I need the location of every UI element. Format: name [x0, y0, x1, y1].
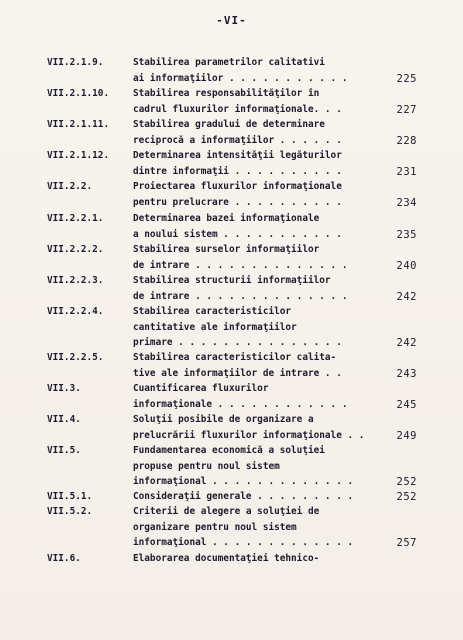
toc-entry-title-line: reciprocă a informaţiilor . . . . . . [133, 134, 342, 146]
toc-entry-number: VII.3. [47, 383, 81, 394]
toc-entry-number: VII.2.1.10. [47, 88, 110, 99]
toc-entry-title-line: de intrare . . . . . . . . . . . . . . [133, 290, 348, 302]
toc-entry-title-line: dintre informaţii . . . . . . . . . . [133, 165, 342, 177]
toc-entry-title-line: Soluţii posibile de organizare a [133, 414, 314, 425]
toc-entry-number: VII.2.2.4. [47, 306, 104, 317]
toc-entry [47, 381, 417, 412]
toc-entry-title-line: Stabilirea surselor informaţiilor [133, 244, 320, 255]
toc-entry [47, 148, 417, 179]
toc-entry-title-line: Stabilirea structurii informaţiilor [133, 275, 331, 286]
toc-entry-number: VII.2.2.1. [47, 213, 104, 224]
toc-entry-title-line: prelucrării fluxurilor informaţionale . . [133, 429, 365, 441]
toc-entry-page: 235 [396, 228, 417, 241]
toc-entry-title-line: de intrare . . . . . . . . . . . . . . [133, 259, 348, 271]
toc-entry-number: VII.2.2.5. [47, 352, 104, 363]
toc-entry-number: VII.5.1. [47, 491, 93, 502]
toc-entry-number: VII.2.2.3. [47, 275, 104, 286]
toc-entry-title-line: Stabilirea gradului de determinare [133, 119, 325, 130]
toc-entry-page: 243 [396, 367, 417, 380]
toc-entry-title-line: Stabilirea responsabilităţilor în [133, 88, 320, 99]
toc-entry-page: 242 [396, 290, 417, 303]
toc-entry-number: VII.5.2. [47, 506, 93, 517]
toc-entry-number: VII.6. [47, 553, 81, 564]
toc-entry-title-line: informaţional . . . . . . . . . . . . . [133, 476, 354, 487]
toc-entry-page: 242 [396, 337, 417, 349]
toc-entry-title-line: pentru prelucrare . . . . . . . . . . [133, 196, 342, 208]
toc-entry-page: 234 [396, 196, 417, 209]
toc-entry-title-line: Stabilirea parametrilor calitativi [133, 57, 325, 68]
page-number: -VI- [216, 14, 247, 27]
toc-entry [47, 412, 417, 443]
toc-entry-page: 240 [396, 259, 417, 272]
toc-entry-number: VII.2.1.12. [47, 150, 110, 161]
toc-entry-number: VII.2.1.9. [47, 57, 104, 68]
toc-entry [47, 350, 417, 381]
toc-entry-title-line: propuse pentru noul sistem [133, 460, 280, 472]
toc-entry-page: 227 [396, 103, 417, 116]
toc-entry-title-line: informaţionale . . . . . . . . . . . . [133, 398, 348, 410]
toc-entry-page: 252 [396, 491, 417, 503]
toc-entry [47, 443, 417, 490]
toc-entry-title-line: Fundamentarea economică a soluţiei [133, 445, 325, 456]
toc-entry-number: VII.5. [47, 445, 81, 456]
toc-entry-page: 225 [396, 72, 417, 85]
toc-entry-title-line: a noului sistem . . . . . . . . . . . [133, 228, 342, 240]
toc-entry-title-line: Elaborarea documentaţiei tehnico- [133, 553, 320, 564]
toc-entry [47, 86, 417, 117]
toc-entry-number: VII.2.1.11. [47, 119, 110, 130]
toc-entry [47, 273, 417, 304]
toc-entry-title-line: cadrul fluxurilor informaţionale. . . [133, 103, 342, 115]
toc-entry-title-line: organizare pentru noul sistem [133, 521, 297, 533]
toc-entry-title-line: informaţional . . . . . . . . . . . . . [133, 537, 354, 548]
toc-entry-page: 252 [396, 476, 417, 488]
toc-entry [47, 304, 417, 351]
toc-entry-number: VII.2.2.2. [47, 244, 104, 255]
toc-entry [47, 551, 417, 567]
toc-entry-title-line: primare . . . . . . . . . . . . . . . [133, 337, 342, 348]
toc-entry-title-line: cantitative ale informaţiilor [133, 321, 297, 333]
toc-entry [47, 489, 417, 505]
toc-entry [47, 55, 417, 86]
toc-entry-title-line: Determinarea bazei informaţionale [133, 213, 320, 224]
toc-entry-page: 249 [396, 429, 417, 442]
toc-entry-page: 228 [396, 134, 417, 147]
toc-entry-title-line: Proiectarea fluxurilor informaţionale [133, 181, 342, 192]
toc-entry-page: 245 [396, 398, 417, 411]
toc-entry [47, 211, 417, 242]
toc-entry-title-line: Stabilirea caracteristicilor calita- [133, 352, 337, 363]
toc-entry-title-line: Consideraţii generale . . . . . . . . . [133, 491, 354, 502]
toc-entry-page: 257 [396, 537, 417, 549]
toc-entry-number: VII.4. [47, 414, 81, 425]
toc-entry-title-line: Cuantificarea fluxurilor [133, 383, 269, 394]
toc-entry-title-line: tive ale informaţiilor de intrare . . [133, 367, 342, 379]
toc-entry-page: 231 [396, 165, 417, 178]
toc-entry-title-line: Stabilirea caracteristicilor [133, 306, 292, 317]
toc-entry [47, 504, 417, 551]
toc-entry-title-line: ai informaţiilor . . . . . . . . . . . [133, 72, 348, 84]
toc-entry-number: VII.2.2. [47, 181, 93, 192]
toc-entry [47, 179, 417, 210]
toc-entry-title-line: Criterii de alegere a soluţiei de [133, 506, 320, 517]
toc-entry [47, 242, 417, 273]
toc-entry-title-line: Determinarea intensităţii legăturilor [133, 150, 342, 161]
toc-entry [47, 117, 417, 148]
